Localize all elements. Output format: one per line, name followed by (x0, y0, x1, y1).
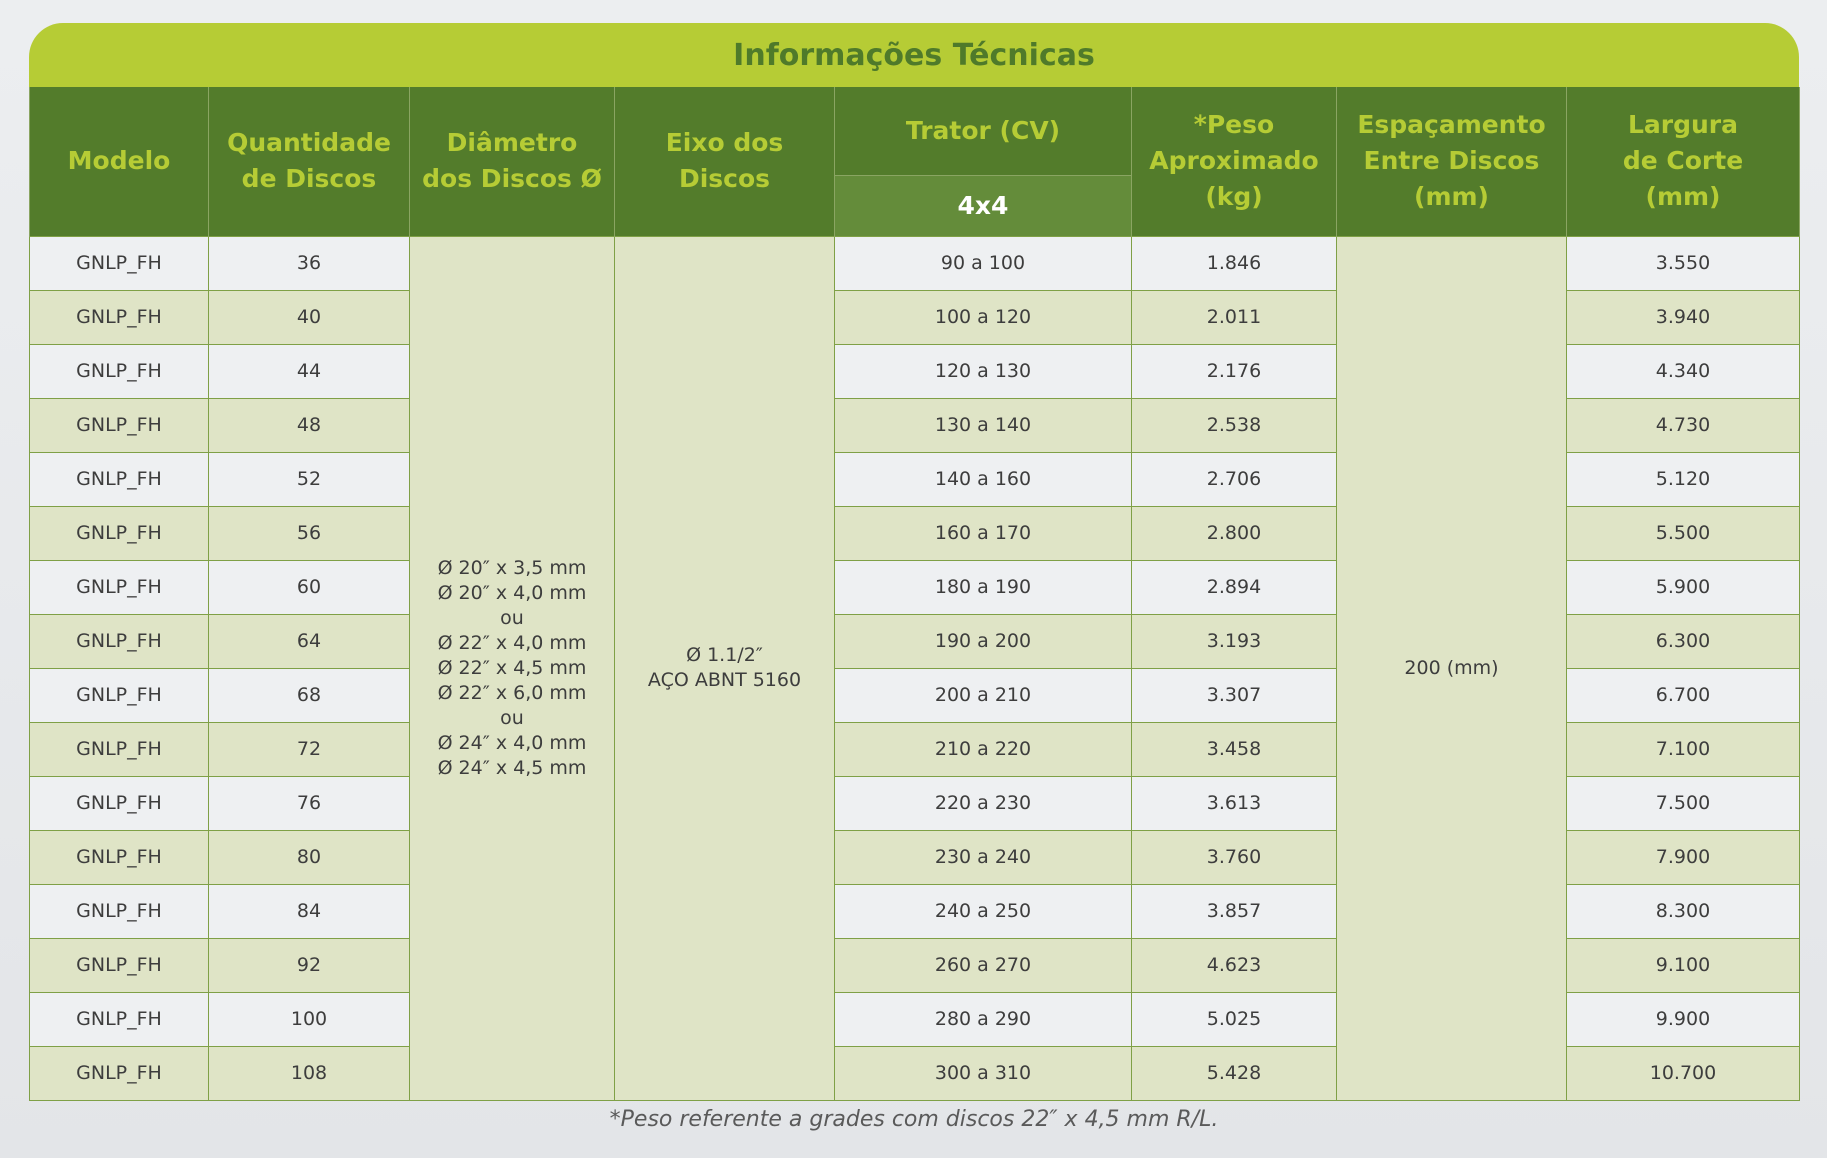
header-diametro-line: Diâmetro (446, 128, 578, 158)
cell-trator: 160 a 170 (835, 506, 1132, 560)
eixo-line: Ø 1.1/2″ (686, 644, 763, 666)
cell-trator: 300 a 310 (835, 1046, 1132, 1100)
header-trator-4x4: 4x4 (835, 175, 1132, 236)
cell-largura: 9.100 (1567, 938, 1800, 992)
cell-discos: 48 (209, 398, 410, 452)
cell-largura: 7.100 (1567, 722, 1800, 776)
table-body (30, 236, 1800, 1100)
cell-largura: 9.900 (1567, 992, 1800, 1046)
header-peso (1132, 87, 1337, 236)
cell-largura: 4.340 (1567, 344, 1800, 398)
cell-largura: 7.500 (1567, 776, 1800, 830)
header-diametro (410, 87, 615, 236)
cell-largura: 5.500 (1567, 506, 1800, 560)
cell-espacamento: 200 (mm) (1337, 236, 1567, 1100)
header-quantidade (209, 87, 410, 236)
cell-modelo: GNLP_FH (30, 992, 209, 1046)
diametro-line: Ø 22″ x 4,5 mm (437, 656, 587, 679)
cell-modelo: GNLP_FH (30, 452, 209, 506)
diametro-line: ou (500, 706, 524, 729)
header-peso-line: (kg) (1205, 182, 1263, 212)
cell-trator: 140 a 160 (835, 452, 1132, 506)
cell-modelo: GNLP_FH (30, 290, 209, 344)
cell-modelo: GNLP_FH (30, 722, 209, 776)
header-eixo (615, 87, 835, 236)
diametro-line: Ø 20″ x 3,5 mm (437, 556, 587, 579)
cell-largura: 5.900 (1567, 560, 1800, 614)
cell-modelo: GNLP_FH (30, 776, 209, 830)
header-eixo-line: Discos (678, 164, 771, 194)
cell-trator: 230 a 240 (835, 830, 1132, 884)
diametro-line: Ø 20″ x 4,0 mm (437, 581, 587, 604)
diametro-line: Ø 24″ x 4,5 mm (437, 756, 587, 779)
cell-discos: 36 (209, 236, 410, 290)
cell-modelo: GNLP_FH (30, 506, 209, 560)
cell-modelo: GNLP_FH (30, 344, 209, 398)
diametro-line: ou (500, 606, 524, 629)
cell-peso: 2.706 (1132, 452, 1337, 506)
cell-peso: 2.894 (1132, 560, 1337, 614)
cell-trator: 220 a 230 (835, 776, 1132, 830)
cell-discos: 68 (209, 668, 410, 722)
header-largura-line: (mm) (1645, 182, 1721, 212)
header-espacamento-line: Espaçamento (1357, 110, 1546, 140)
cell-trator: 90 a 100 (835, 236, 1132, 290)
cell-largura: 3.550 (1567, 236, 1800, 290)
cell-largura: 10.700 (1567, 1046, 1800, 1100)
cell-discos: 44 (209, 344, 410, 398)
cell-discos: 56 (209, 506, 410, 560)
cell-largura: 4.730 (1567, 398, 1800, 452)
cell-peso: 1.846 (1132, 236, 1337, 290)
cell-diametro (410, 236, 615, 1100)
cell-peso: 3.307 (1132, 668, 1337, 722)
cell-trator: 260 a 270 (835, 938, 1132, 992)
cell-discos: 100 (209, 992, 410, 1046)
cell-peso: 2.011 (1132, 290, 1337, 344)
cell-discos: 108 (209, 1046, 410, 1100)
cell-trator: 130 a 140 (835, 398, 1132, 452)
header-largura (1567, 87, 1800, 236)
cell-largura: 3.940 (1567, 290, 1800, 344)
cell-peso: 3.857 (1132, 884, 1337, 938)
footnote: *Peso referente a grades com discos 22″ x 4,5 mm R/L. (609, 1106, 1219, 1132)
cell-peso: 3.193 (1132, 614, 1337, 668)
header-largura-line: de Corte (1622, 146, 1744, 176)
cell-discos: 80 (209, 830, 410, 884)
header-quantidade-line: de Discos (241, 164, 377, 194)
cell-largura: 6.300 (1567, 614, 1800, 668)
header-peso-line: *Peso (1193, 110, 1275, 140)
cell-discos: 72 (209, 722, 410, 776)
header-quantidade-line: Quantidade (227, 128, 391, 158)
cell-trator: 240 a 250 (835, 884, 1132, 938)
header-trator: Trator (CV) (835, 87, 1132, 175)
cell-trator: 280 a 290 (835, 992, 1132, 1046)
cell-peso: 5.025 (1132, 992, 1337, 1046)
header-largura-line: Largura (1627, 110, 1739, 140)
cell-peso: 5.428 (1132, 1046, 1337, 1100)
diametro-line: Ø 24″ x 4,0 mm (437, 731, 587, 754)
cell-modelo: GNLP_FH (30, 830, 209, 884)
header-eixo-line: Eixo dos (665, 128, 784, 158)
cell-largura: 5.120 (1567, 452, 1800, 506)
cell-discos: 52 (209, 452, 410, 506)
header-espacamento (1337, 87, 1567, 236)
diametro-line: Ø 22″ x 4,0 mm (437, 631, 587, 654)
cell-eixo (615, 236, 835, 1100)
cell-modelo: GNLP_FH (30, 1046, 209, 1100)
header-espacamento-line: (mm) (1414, 182, 1489, 212)
cell-modelo: GNLP_FH (30, 668, 209, 722)
cell-largura: 7.900 (1567, 830, 1800, 884)
cell-largura: 6.700 (1567, 668, 1800, 722)
cell-discos: 92 (209, 938, 410, 992)
table-title: Informações Técnicas (29, 23, 1799, 87)
cell-modelo: GNLP_FH (30, 884, 209, 938)
cell-peso: 2.800 (1132, 506, 1337, 560)
diametro-line: Ø 22″ x 6,0 mm (437, 681, 587, 704)
cell-modelo: GNLP_FH (30, 398, 209, 452)
cell-trator: 190 a 200 (835, 614, 1132, 668)
cell-discos: 60 (209, 560, 410, 614)
cell-trator: 200 a 210 (835, 668, 1132, 722)
cell-modelo: GNLP_FH (30, 938, 209, 992)
cell-trator: 210 a 220 (835, 722, 1132, 776)
cell-peso: 3.613 (1132, 776, 1337, 830)
cell-discos: 76 (209, 776, 410, 830)
cell-modelo: GNLP_FH (30, 236, 209, 290)
technical-table (29, 87, 1800, 1101)
cell-peso: 2.538 (1132, 398, 1337, 452)
header-espacamento-line: Entre Discos (1363, 146, 1540, 176)
cell-peso: 4.623 (1132, 938, 1337, 992)
eixo-line: AÇO ABNT 5160 (647, 669, 802, 691)
cell-peso: 2.176 (1132, 344, 1337, 398)
cell-discos: 84 (209, 884, 410, 938)
header-peso-line: Aproximado (1149, 146, 1319, 176)
cell-discos: 64 (209, 614, 410, 668)
table-row (30, 236, 1800, 290)
cell-peso: 3.458 (1132, 722, 1337, 776)
technical-info-panel (29, 23, 1799, 1132)
cell-modelo: GNLP_FH (30, 614, 209, 668)
cell-trator: 180 a 190 (835, 560, 1132, 614)
cell-discos: 40 (209, 290, 410, 344)
cell-trator: 120 a 130 (835, 344, 1132, 398)
cell-modelo: GNLP_FH (30, 560, 209, 614)
header-diametro-line: dos Discos Ø (422, 164, 602, 194)
cell-peso: 3.760 (1132, 830, 1337, 884)
cell-largura: 8.300 (1567, 884, 1800, 938)
header-modelo: Modelo (30, 87, 209, 236)
cell-trator: 100 a 120 (835, 290, 1132, 344)
